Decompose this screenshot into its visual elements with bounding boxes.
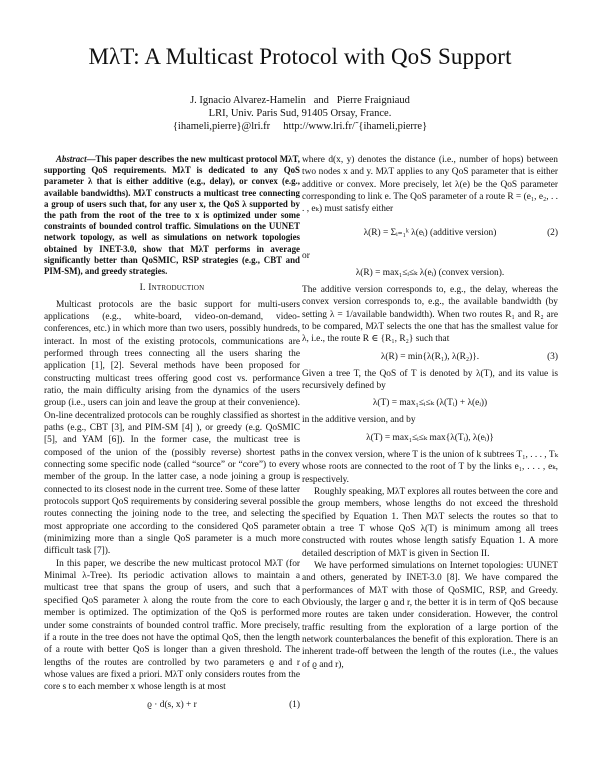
equation-3-number: (3)	[547, 351, 558, 362]
equation-4	[302, 392, 558, 414]
intro-paragraph-1: Multicast protocols are the basic support for multi-users applications (e.g., white-board, video-on-demand, video-conferences, etc.) in which more than two users, possibly hundreds, interact. In most of the existing protocols, communications are performed through trees connecting all the users sharing the application [1], [2]. Several methods have been proposed for constructing multicast trees offering good cost vs. performance ratio, the main difficulty arising from the dynamics of the users group (i.e., users can join and leave the group at their convenience). On-line decentralized protocols can be roughly classified as shortest paths (e.g., CBT [3], and PIM-SM [4] ), or greedy (e.g. QoSMIC [5], and YAM [6]). In the former case, the multicast tree is composed of the union of the (possibly reverse) shortest paths connecting some specific node (called “source” or “core”) to every member of the group. In the latter case, a node joining a group is connected to its closest node in the current tree. Some of these latter protocols support QoS requirements by considering several possible routes connecting the joining node to the tree, and selecting the most appropriate one according to the considered QoS parameter (minimizing more than a single QoS parameter is a much more difficult task [7]).	[44, 299, 300, 557]
right-paragraph-1: where d(x, y) denotes the distance (i.e., number of hops) between two nodes x and y. MλT applies to any QoS parameter that is either additive or convex. More precisely, let λ(e) be the QoS parameter corresponding to link e. The QoS parameter of a route R = (e₁, e₂, . . . , eₖ) must satisfy either	[302, 155, 558, 215]
right-paragraph-5: in the convex version, where T is the union of k subtrees T₁, . . . , Tₖ whose roots are connected to the root of T by the links e₁, . . . , eₖ, respectively.	[302, 449, 558, 485]
author-contact: {ihameli,pierre}@lri.fr http://www.lri.fr/˜{ihameli,pierre}	[172, 121, 428, 132]
equation-5-body: λ(T) = max₁≤ᵢ≤ₖ max{λ(Tᵢ), λ(eᵢ)}	[366, 432, 494, 443]
author-affiliation: LRI, Univ. Paris Sud, 91405 Orsay, France.	[208, 108, 392, 119]
abstract-label: Abstract	[56, 154, 87, 164]
intro-paragraph-2: In this paper, we describe the new multicast protocol MλT (for Minimal λ-Tree). Its periodic activation allows to maintain a multicast tree that spans the group of users, and such that a specified QoS parameter λ along the route from the core to each member is optimized. The optimization of the QoS is performed under some constraints of bounded control traffic. More precisely, if a route in the tree does not have the optimal QoS, then the length of a route with better QoS is longer than a given threshold. The lengths of the routes are controlled by two parameters ϱ and r whose values are fixed a priori. MλT only considers routes from the core s to each member x whose length is at most	[44, 558, 300, 693]
right-paragraph-3: Given a tree T, the QoS of T is denoted by λ(T), and its value is recursively defined by	[302, 368, 558, 392]
equation-3-body: λ(R) = min{λ(R₁), λ(R₂)}.	[380, 351, 480, 362]
equation-2-number: (2)	[547, 227, 558, 238]
equation-1-body: ϱ · d(s, x) + r	[147, 699, 197, 710]
abstract-text: —This paper describes the new multicast protocol MλT, supporting QoS requirements. MλT is dedicated to any QoS parameter λ that is either additive (e.g., delay), or convex (e.g., available bandwidths). MλT constructs a multicast tree connecting a group of users such that, for any user x, the QoS λ supported by the path from the root of the tree to x is optimized under some constraints of bounded control traffic. Simulations on the UUNET network topology, as well as simulations on network topologies obtained by INET-3.0, show that MλT performs in average significantly better than QoSMIC, RSP strategies (e.g., CBT and PIM-SM), and greedy strategies.	[44, 154, 300, 277]
equation-2-body: λ(R) = Σᵢ₌₁ᵏ λ(eᵢ) (additive version)	[363, 227, 497, 238]
paper-title: MλT: A Multicast Protocol with QoS Support	[88, 44, 512, 69]
equation-4-body: λ(T) = max₁≤ᵢ≤ₖ (λ(Tᵢ) + λ(eᵢ))	[372, 398, 488, 409]
equation-2	[302, 216, 558, 250]
right-paragraph-6: Roughly speaking, MλT explores all routes between the core and the group members, whose lengths do not exceed the threshold specified by Equation 1. Then MλT selects the routes so that to obtain a tree T whose QoS λ(T) is minimum among all trees constructed with routes whose length satisfy Equation 1. A more detailed description of MλT is given in Section II.	[302, 486, 558, 559]
equation-1	[44, 694, 300, 716]
equation-5	[302, 427, 558, 449]
left-column	[44, 154, 300, 716]
or-text: or	[302, 250, 310, 261]
author-block	[0, 94, 600, 133]
equation-2b-body: λ(R) = max₁≤ᵢ≤ₖ λ(eᵢ) (convex version).	[355, 268, 505, 279]
section-title: Introduction	[148, 282, 205, 294]
right-paragraph-7: We have performed simulations on Internet topologies: UUNET and others, generated by INET-3.0 [8]. We have compared the performances of MλT with those of QoSMIC, RSP, and Greedy. Obviously, the larger ϱ and r, the better it is in term of QoS because more routes are taken under consideration. However, the control traffic resulting from the exploration of a large portion of the network counterbalances the benefit of this exploration. There is an inherent trade-off between the length of the routes (i.e., the values of ϱ and r),	[302, 560, 558, 670]
author-names: J. Ignacio Alvarez-Hamelin and Pierre Fraigniaud	[190, 95, 410, 106]
abstract	[44, 154, 300, 277]
right-paragraph-2: The additive version corresponds to, e.g., the delay, whereas the convex version corresponds to, e.g., the available bandwidth (by setting λ = 1/available bandwidth). When two routes R₁ and R₂ are to be compared, MλT selects the one that has the smallest value for λ, i.e., the route R ∈ {R₁, R₂} such that	[302, 285, 558, 345]
equation-1-number: (1)	[289, 699, 300, 710]
section-number: I.	[139, 282, 146, 294]
right-column	[302, 154, 558, 671]
section-heading	[44, 282, 300, 294]
equation-2b	[302, 262, 558, 284]
right-paragraph-4: in the additive version, and by	[302, 415, 416, 426]
equation-3	[302, 346, 558, 368]
